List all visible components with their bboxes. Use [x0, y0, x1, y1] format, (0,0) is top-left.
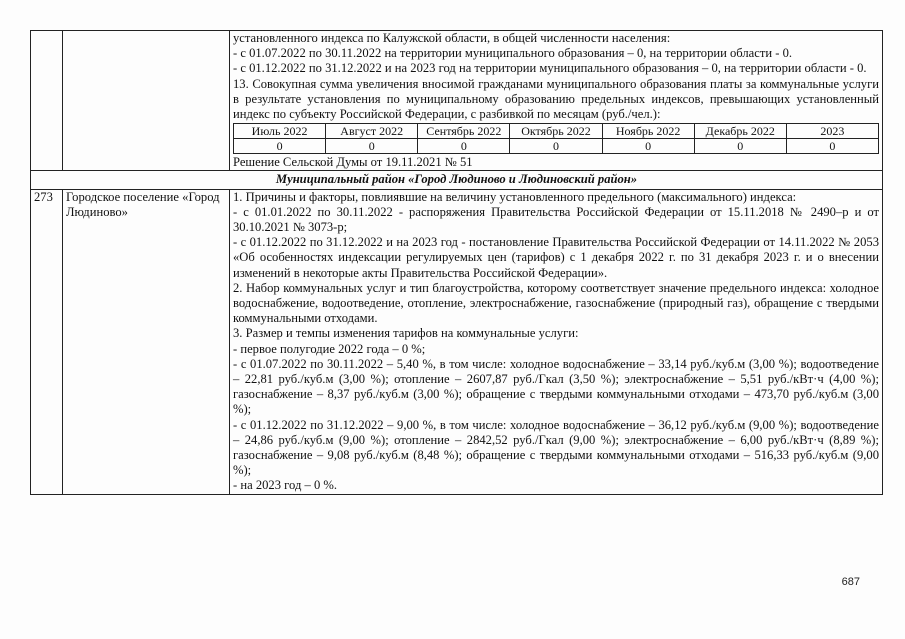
- months-header-row: [234, 124, 879, 139]
- paragraph: - с 01.12.2022 по 31.12.2022 и на 2023 год - постановление Правительства Российской Федерации от 14.11.2022 № 2053 «Об особенностях индексации регулируемых цен (тарифов) с 1 декабря 2022 г. по 31 декабря 2023 г. и о внесении изменений в некоторые акты Правительства Российской Федерации».: [233, 235, 879, 280]
- table-row: [31, 189, 883, 494]
- continuation-row: [31, 31, 883, 171]
- month-header: Декабрь 2022: [694, 124, 786, 139]
- months-values-row: [234, 139, 879, 154]
- month-value: 0: [602, 139, 694, 154]
- month-header: Ноябрь 2022: [602, 124, 694, 139]
- month-header: Октябрь 2022: [510, 124, 602, 139]
- section-title-row: [31, 171, 883, 189]
- paragraph: - с 01.12.2022 по 31.12.2022 – 9,00 %, в том числе: холодное водоснабжение – 36,12 руб./куб.м (9,00 %); водоотведение – 24,86 руб./куб.м (9,00 %); отопление – 2842,52 руб./Гкал (9,00 %); электроснабжение – 6,00 руб./кВт·ч (8,89 %); газоснабжение – 9,08 руб./куб.м (8,48 %); обращение с твердыми коммунальными отходами – 516,33 руб./куб.м (9,00 %);: [233, 417, 879, 478]
- continuation-content-cell: [230, 31, 883, 171]
- indices-table: [30, 30, 883, 495]
- paragraph: 3. Размер и темпы изменения тарифов на коммунальные услуги:: [233, 326, 579, 341]
- paragraph: 2. Набор коммунальных услуг и тип благоустройства, которому соответствует значение предельного индекса: холодное водоснабжение, водоотведение, отопление, электроснабжение, газоснабжение (природный газ), обращение с твердыми коммунальными отходами.: [233, 280, 879, 326]
- months-table: [233, 123, 879, 154]
- section-title: Муниципальный район «Город Людиново и Людиновский район»: [31, 171, 883, 189]
- row-content: [230, 189, 883, 494]
- month-value: 0: [326, 139, 418, 154]
- paragraph: - с 01.01.2022 по 30.11.2022 - распоряжения Правительства Российской Федерации от 15.11.2018 № 2490–р и от 30.10.2021 № 3073-р;: [233, 204, 879, 235]
- month-header: Июль 2022: [234, 124, 326, 139]
- decision-line: Решение Сельской Думы от 19.11.2021 № 51: [233, 155, 473, 170]
- continuation-name-cell: [63, 31, 230, 171]
- month-value: 0: [510, 139, 602, 154]
- page-number: 687: [841, 576, 860, 588]
- month-value: 0: [786, 139, 878, 154]
- month-header: 2023: [786, 124, 878, 139]
- month-value: 0: [234, 139, 326, 154]
- paragraph: 1. Причины и факторы, повлиявшие на величину установленного предельного (максимального) индекса:: [233, 189, 797, 204]
- text-line: установленного индекса по Калужской области, в общей численности населения:: [233, 31, 671, 45]
- text-line: - с 01.07.2022 по 30.11.2022 на территории муниципального образования – 0, на территории области - 0.: [233, 46, 793, 61]
- municipality-name: Городское поселение «Город Людиново»: [63, 189, 230, 494]
- month-header: Сентябрь 2022: [418, 124, 510, 139]
- continuation-number-cell: [31, 31, 63, 171]
- text-line: - с 01.12.2022 по 31.12.2022 и на 2023 год на территории муниципального образования – 0, на территории области - 0.: [233, 61, 867, 76]
- month-value: 0: [694, 139, 786, 154]
- row-number: 273: [31, 189, 63, 494]
- month-value: 0: [418, 139, 510, 154]
- paragraph: - на 2023 год – 0 %.: [233, 478, 338, 493]
- text-line: 13. Совокупная сумма увеличения вносимой гражданами муниципального образования платы за коммунальные услуги в результате установления по муниципальному образованию предельных индексов, превышающих установленный индекс по субъекту Российской Федерации, с разбивкой по месяцам (руб./чел.):: [233, 76, 879, 122]
- paragraph: - с 01.07.2022 по 30.11.2022 – 5,40 %, в том числе: холодное водоснабжение – 33,14 руб./куб.м (3,00 %); водоотведение – 22,81 руб./куб.м (3,00 %); отопление – 2607,87 руб./Гкал (3,50 %); электроснабжение – 5,51 руб./кВт·ч (4,00 %); газоснабжение – 8,37 руб./куб.м (3,00 %); обращение с твердыми коммунальными отходами – 473,70 руб./куб.м (3,00 %);: [233, 356, 879, 417]
- paragraph: - первое полугодие 2022 года – 0 %;: [233, 341, 426, 356]
- month-header: Август 2022: [326, 124, 418, 139]
